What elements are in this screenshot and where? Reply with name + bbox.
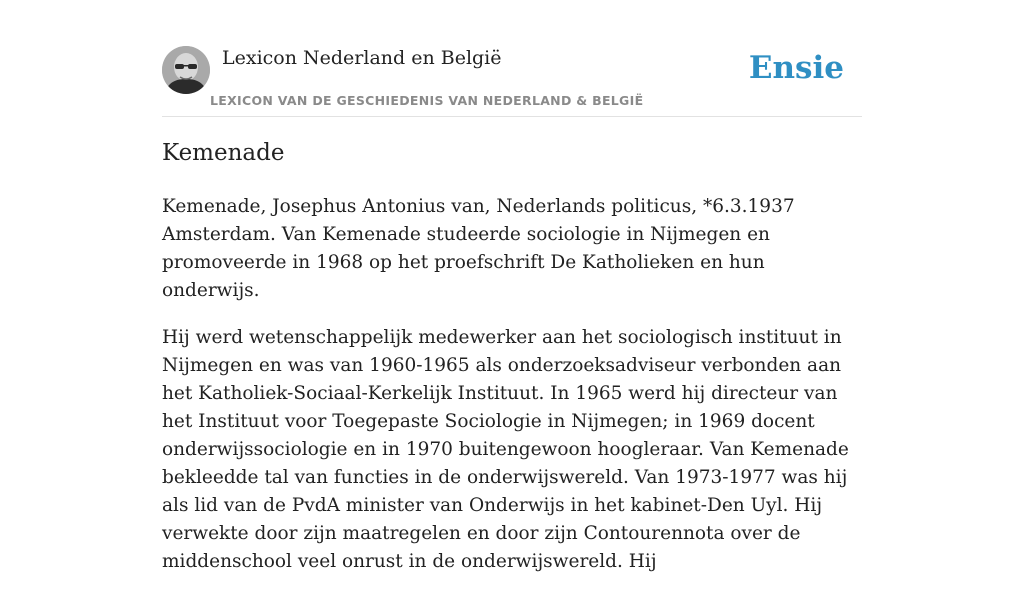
site-title[interactable]: Lexicon Nederland en België <box>222 47 502 69</box>
article-title: Kemenade <box>162 140 285 166</box>
author-photo-icon <box>162 46 210 94</box>
article-body <box>162 193 862 595</box>
brand-logo[interactable]: Ensie <box>748 50 844 86</box>
article-paragraph: Hij werd wetenschappelijk medewerker aan het sociologisch instituut in Nijmegen en was van 1960-1965 als onderzoeksadviseur verbonden aan het Katholiek-Sociaal-Kerkelijk Instituut. In 1965 werd hij directeur van het Instituut voor Toegepaste Sociologie in Nijmegen; in 1969 docent onderwijssociologie en in 1970 buitengewoon hoogleraar. Van Kemenade bekleedde tal van functies in de onderwijswereld. Van 1973-1977 was hij als lid van de PvdA minister van Onderwijs in het kabinet-Den Uyl. Hij verwekte door zijn maatregelen en door zijn Contourennota over de middenschool veel onrust in de onderwijswereld. Hij <box>162 327 849 572</box>
header <box>162 42 862 117</box>
article-paragraph: Kemenade, Josephus Antonius van, Nederlands politicus, *6.3.1937 Amsterdam. Van Kemenade studeerde sociologie in Nijmegen en promoveerde in 1968 op het proefschrift De Katholieken en hun onderwijs. <box>162 196 795 301</box>
author-avatar[interactable] <box>162 46 210 94</box>
site-subtitle: LEXICON VAN DE GESCHIEDENIS VAN NEDERLAND & BELGIË <box>210 93 644 108</box>
